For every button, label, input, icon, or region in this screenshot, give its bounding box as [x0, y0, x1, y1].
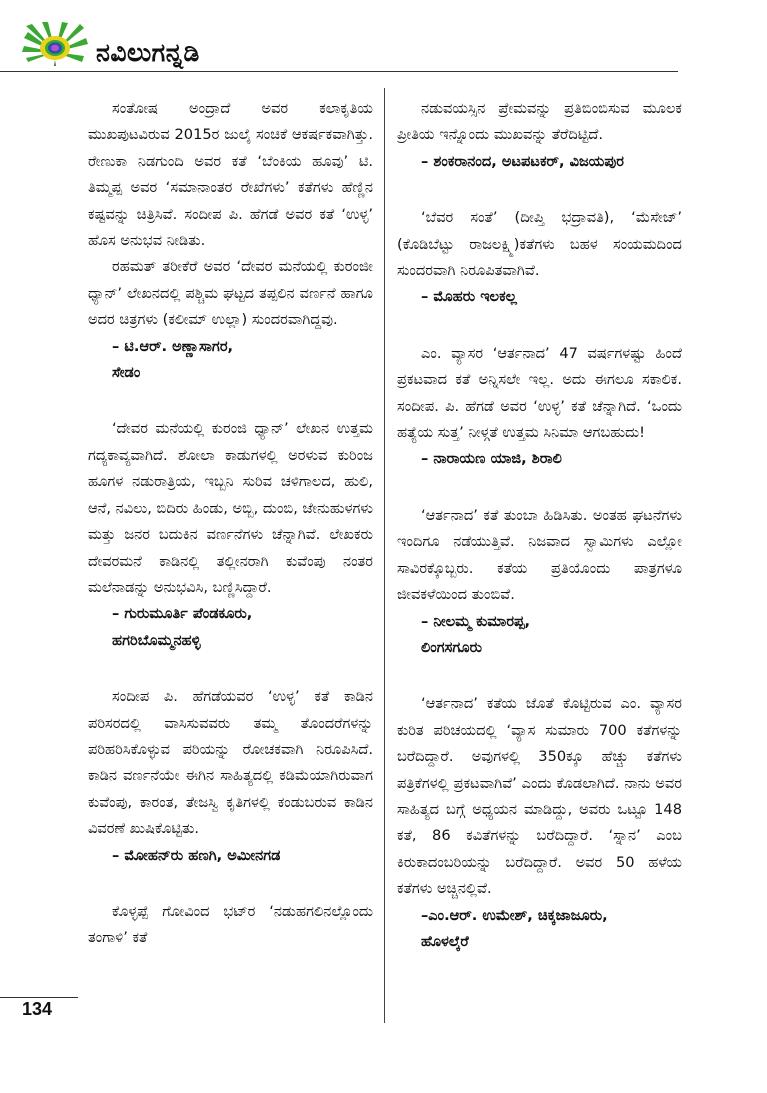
- letter-paragraph: ಸಂದೀಪ ಪಿ. ಹೆಗಡೆಯವರ ‘ಉಳ್ಳ’ ಕತೆ ಕಾಡಿನ ಪರಿಸರದಲ್ಲಿ ವಾಸಿಸುವವರು ತಮ್ಮ ತೊಂದರೆಗಳನ್ನು ಪರಿಹರಿಸಿಕೊಳ್ಳುವ ಪರಿಯನ್ನು ರೋಚಕವಾಗಿ ನಿರೂಪಿಸಿದೆ. ಕಾಡಿನ ವರ್ಣನೆಯೇ ಈಗಿನ ಸಾಹಿತ್ಯದಲ್ಲಿ ಕಡಿಮೆಯಾಗಿರುವಾಗ ಕುವೆಂಪು, ಕಾರಂತ, ತೇಜಸ್ವಿ ಕೃತಿಗಳಲ್ಲಿ ಕಂಡುಬರುವ ಕಾಡಿನ ವಿವರಣೆ ಖುಷಿಕೊಟ್ಟಿತು.: [88, 688, 373, 838]
- peacock-feather-icon: [22, 22, 88, 66]
- letter-paragraph: ರಹಮತ್ ತರೀಕೆರೆ ಅವರ ‘ದೇವರ ಮನೆಯಲ್ಲಿ ಕುರಂಜೀ ಧ್ಯಾನ್’ ಲೇಖನದಲ್ಲಿ ಪಶ್ಚಿಮ ಘಟ್ಟದ ತಪ್ಪಲಿನ ವರ್ಣನೆ ಹಾಗೂ ಅದರ ಚಿತ್ರಗಳು (ಕಲೀಮ್ ಉಲ್ಲಾ) ಸುಂದರವಾಗಿದ್ದವು.: [88, 258, 373, 329]
- letter-signature: –ಎಂ.ಆರ್. ಉಮೇಶ್, ಚಿಕ್ಕಜಾಜೂರು,: [421, 906, 608, 924]
- letter-signature: – ಗುರುಮೂರ್ತಿ ಪೆಂಡಕೂರು,: [112, 605, 253, 623]
- letter-signature: – ಟಿ.ಆರ್. ಅಣ್ಣಾಸಾಗರ,: [112, 337, 234, 355]
- footer-rule: [0, 997, 78, 998]
- reader-letter: [88, 899, 373, 952]
- reader-letter: [88, 684, 373, 869]
- letter-signature: – ಮೋಹನ್‌ರು ಹಣಗಿ, ಅಮೀನಗಡ: [112, 846, 281, 864]
- letter-signature: ಹಗರಿಬೊಮ್ಮನಹಳ್ಳಿ: [112, 631, 201, 649]
- column-divider: [384, 88, 385, 1023]
- page-header: [0, 0, 767, 80]
- page-number: 134: [22, 999, 53, 1019]
- letter-paragraph: ‘ಬೆವರ ಸಂತೆ’ (ದೀಪ್ತಿ ಭದ್ರಾವತಿ), ‘ಮೆಸೇಜ್’ (ಕೊಡಿಬೆಟ್ಟು ರಾಜಲಕ್ಷ್ಮಿ)ಕತೆಗಳು ಬಹಳ ಸಂಯಮದಿಂದ ಸುಂದರವಾಗಿ ನಿರೂಪಿತವಾಗಿವೆ.: [397, 209, 682, 280]
- reader-letter: [397, 205, 682, 311]
- right-column: [397, 96, 682, 985]
- reader-letter: [88, 96, 373, 386]
- letter-paragraph: ಕೊಳ್ಳಪ್ಪೆ ಗೋವಿಂದ ಭಟ್‌ರ ‘ನಡುಹಗಲಿನಲ್ಲೊಂದು ತಂಗಾಳಿ’ ಕತೆ: [88, 902, 373, 947]
- letter-signature: ಲಿಂಗಸಗೂರು: [421, 638, 482, 656]
- magazine-title: ನವಿಲುಗನ್ನಡಿ: [96, 38, 200, 67]
- letter-paragraph: ‘ಆರ್ತನಾದ’ ಕತೆಯ ಜೊತೆ ಕೊಟ್ಟಿರುವ ಎಂ. ವ್ಯಾಸರ ಕುರಿತ ಪರಿಚಯದಲ್ಲಿ ‘ವ್ಯಾಸ ಸುಮಾರು 700 ಕತೆಗಳನ್ನು ಬರೆದಿದ್ದಾರೆ. ಅವುಗಳಲ್ಲಿ 350ಕ್ಕೂ ಹೆಚ್ಚು ಕತೆಗಳು ಪತ್ರಿಕೆಗಳಲ್ಲಿ ಪ್ರಕಟವಾಗಿವೆ’ ಎಂದು ಕೊಡಲಾಗಿದೆ. ನಾನು ಅವರ ಸಾಹಿತ್ಯದ ಬಗ್ಗೆ ಅಧ್ಯಯನ ಮಾಡಿದ್ದು, ಅವರು ಒಟ್ಟೂ 148 ಕತೆ, 86 ಕವಿತೆಗಳನ್ನು ಬರೆದಿದ್ದಾರೆ. ‘ಸ್ನಾನ’ ಎಂಬ ಕಿರುಕಾದಂಬರಿಯನ್ನು ಬರೆದಿದ್ದಾರೆ. ಅವರ 50 ಹಳೆಯ ಕತೆಗಳು ಅಚ್ಚಿನಲ್ಲಿವೆ.: [397, 695, 682, 898]
- letter-signature: – ನಾರಾಯಣ ಯಾಜಿ, ಶಿರಾಲಿ: [421, 450, 562, 468]
- letter-paragraph: ‘ಆರ್ತನಾದ’ ಕತೆ ತುಂಬಾ ಹಿಡಿಸಿತು. ಅಂತಹ ಘಟನೆಗಳು ಇಂದಿಗೂ ನಡೆಯುತ್ತಿವೆ. ನಿಜವಾದ ಸ್ವಾಮಿಗಳು ಎಲ್ಲೋ ಸಾವಿರಕ್ಕೊಬ್ಬರು. ಕತೆಯ ಪ್ರತಿಯೊಂದು ಪಾತ್ರಗಳೂ ಜೀವಕಳೆಯಿಂದ ತುಂಬಿವೆ.: [397, 506, 682, 604]
- letter-paragraph: ನಡುವಯಸ್ಸಿನ ಪ್ರೇಮವನ್ನು ಪ್ರತಿಬಿಂಬಿಸುವ ಮೂಲಕ ಪ್ರೀತಿಯ ಇನ್ನೊಂದು ಮುಖವನ್ನು ತೆರೆದಿಟ್ಟಿದೆ.: [397, 100, 682, 144]
- reader-letter: [397, 691, 682, 955]
- left-column: [88, 96, 373, 982]
- letter-paragraph: ಸಂತೋಷ ಅಂದ್ರಾದೆ ಅವರ ಕಲಾಕೃತಿಯ ಮುಖಪುಟವಿರುವ 2015ರ ಜುಲೈ ಸಂಚಿಕೆ ಆಕರ್ಷಕವಾಗಿತ್ತು. ರೇಣುಕಾ ನಿಡಗುಂದಿ ಅವರ ಕತೆ ‘ಬೆಂಕಿಯ ಹೂವು’ ಟಿ. ತಿಮ್ಮಪ್ಪ ಅವರ ‘ಸಮಾನಾಂತರ ರೇಖೆಗಳು’ ಕತೆಗಳು ಹೆಣ್ಣಿನ ಕಷ್ಟವನ್ನು ಚಿತ್ರಿಸಿವೆ. ಸಂದೀಪ ಪಿ. ಹೆಗಡೆ ಅವರ ಕತೆ ‘ಉಳ್ಳ’ ಹೊಸ ಅನುಭವ ನೀಡಿತು.: [88, 100, 373, 250]
- reader-letter: [88, 416, 373, 654]
- letter-signature: – ಮೊಹರು ಇಲಕಲ್ಲ: [421, 288, 517, 306]
- letter-paragraph: ‘ದೇವರ ಮನೆಯಲ್ಲಿ ಕುರಂಜಿ ಧ್ಯಾನ್’ ಲೇಖನ ಉತ್ತಮ ಗದ್ಯಕಾವ್ಯವಾಗಿದೆ. ಶೋಲಾ ಕಾಡುಗಳಲ್ಲಿ ಅರಳುವ ಕುರಿಂಜ ಹೂಗಳ ನಡುರಾತ್ರಿಯ, ಇಬ್ಬನಿ ಸುರಿವ ಚಳಿಗಾಲದ, ಹುಲಿ, ಆನೆ, ನವಿಲು, ಬಿದಿರು ಹಿಂಡು, ಅಬ್ಬಿ, ದುಂಬಿ, ಜೇನುಹುಳಗಳು ಮತ್ತು ಜನರ ಬದುಕಿನ ವರ್ಣನೆಗಳು ಚೆನ್ನಾಗಿವೆ. ಲೇಖಕರು ದೇವರಮನೆ ಕಾಡಿನಲ್ಲಿ ತಲ್ಲೀನರಾಗಿ ಕುವೆಂಪು ನಂತರ ಮಲೆನಾಡನ್ನು ಅನುಭವಿಸಿ, ಬಣ್ಣಿಸಿದ್ದಾರೆ.: [88, 420, 373, 596]
- reader-letter: [397, 341, 682, 473]
- reader-letter: [397, 503, 682, 661]
- letter-signature: ಹೊಳಲ್ಕೆರೆ: [421, 932, 469, 950]
- letter-signature: ಸೇಡಂ: [112, 364, 141, 382]
- letter-signature: – ನೀಲಮ್ಮ ಕುಮಾರಪ್ಪ,: [421, 612, 531, 630]
- letter-signature: – ಶಂಕರಾನಂದ, ಅಟಪಟಕರ್, ವಿಜಯಪುರ: [421, 152, 625, 170]
- header-rule: [0, 71, 678, 72]
- reader-letter: [397, 96, 682, 175]
- letter-paragraph: ಎಂ. ವ್ಯಾಸರ ‘ಆರ್ತನಾದ’ 47 ವರ್ಷಗಳಷ್ಟು ಹಿಂದೆ ಪ್ರಕಟವಾದ ಕತೆ ಅನ್ನಿಸಲೇ ಇಲ್ಲ. ಅದು ಈಗಲೂ ಸಕಾಲಿಕ. ಸಂದೀಪ. ಪಿ. ಹೆಗಡೆ ಅವರ ‘ಉಳ್ಳ’ ಕತೆ ಚೆನ್ನಾಗಿದೆ. ‘ಒಂದು ಹತ್ಯೆಯ ಸುತ್ತ’ ನೀಳ್ಗತೆ ಉತ್ತಮ ಸಿನಿಮಾ ಆಗಬಹುದು!: [397, 344, 682, 442]
